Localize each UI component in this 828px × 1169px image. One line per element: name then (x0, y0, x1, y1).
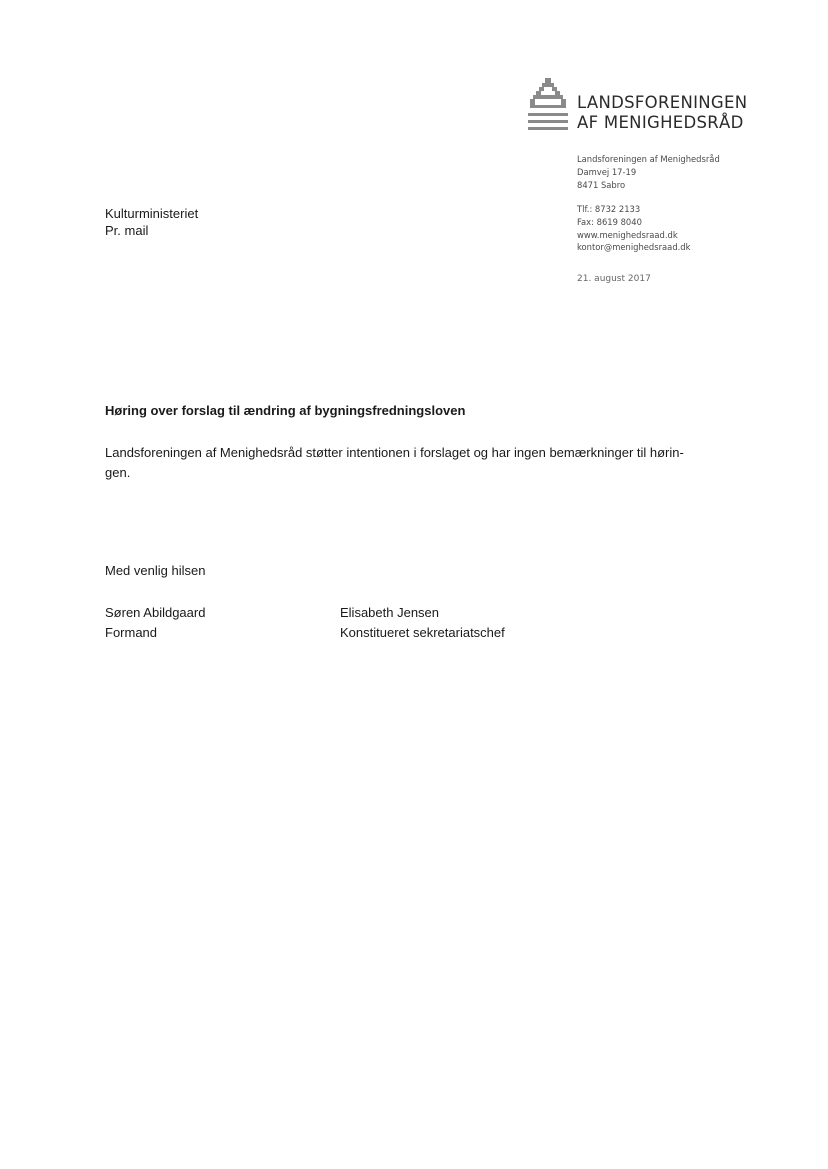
sender-fax: Fax: 8619 8040 (577, 216, 642, 227)
signatory-chairman (105, 603, 205, 643)
letter-subject: Høring over forslag til ændring af bygningsfredningsloven (105, 403, 466, 418)
sender-street: Damvej 17-19 (577, 166, 637, 177)
signatory-title: Formand (105, 625, 158, 640)
signatory-name: Elisabeth Jensen (340, 605, 440, 620)
organization-name-line1: LANDSFORENINGEN (577, 93, 748, 112)
sender-city: 8471 Sabro (577, 179, 626, 190)
sender-phone: Tlf.: 8732 2133 (577, 204, 641, 214)
sender-email: kontor@menighedsraad.dk (577, 242, 691, 253)
letter-body-line2: gen. (105, 465, 131, 480)
letter-body-line1: Landsforeningen af Menighedsråd støtter intentionen i forslaget og har ingen bemærkninger til hørin- (105, 445, 684, 460)
letter-date: 21. august 2017 (577, 274, 651, 284)
signatory-name: Søren Abildgaard (105, 605, 206, 620)
signatory-title: Konstitueret sekretariatschef (340, 625, 505, 640)
sender-name: Landsforeningen af Menighedsråd (577, 154, 720, 164)
church-building-icon (528, 78, 568, 130)
organization-name (577, 93, 747, 133)
recipient-delivery: Pr. mail (105, 223, 149, 238)
letter-body (105, 443, 705, 483)
organization-name-line2: AF MENIGHEDSRÅD (577, 113, 744, 132)
letter-closing: Med venlig hilsen (105, 563, 206, 578)
sender-website: www.menighedsraad.dk (577, 229, 678, 240)
recipient-address (105, 205, 198, 239)
sender-contact (577, 203, 690, 254)
recipient-name: Kulturministeriet (105, 206, 199, 221)
signatory-secretariat (340, 603, 505, 643)
sender-address (577, 153, 720, 191)
